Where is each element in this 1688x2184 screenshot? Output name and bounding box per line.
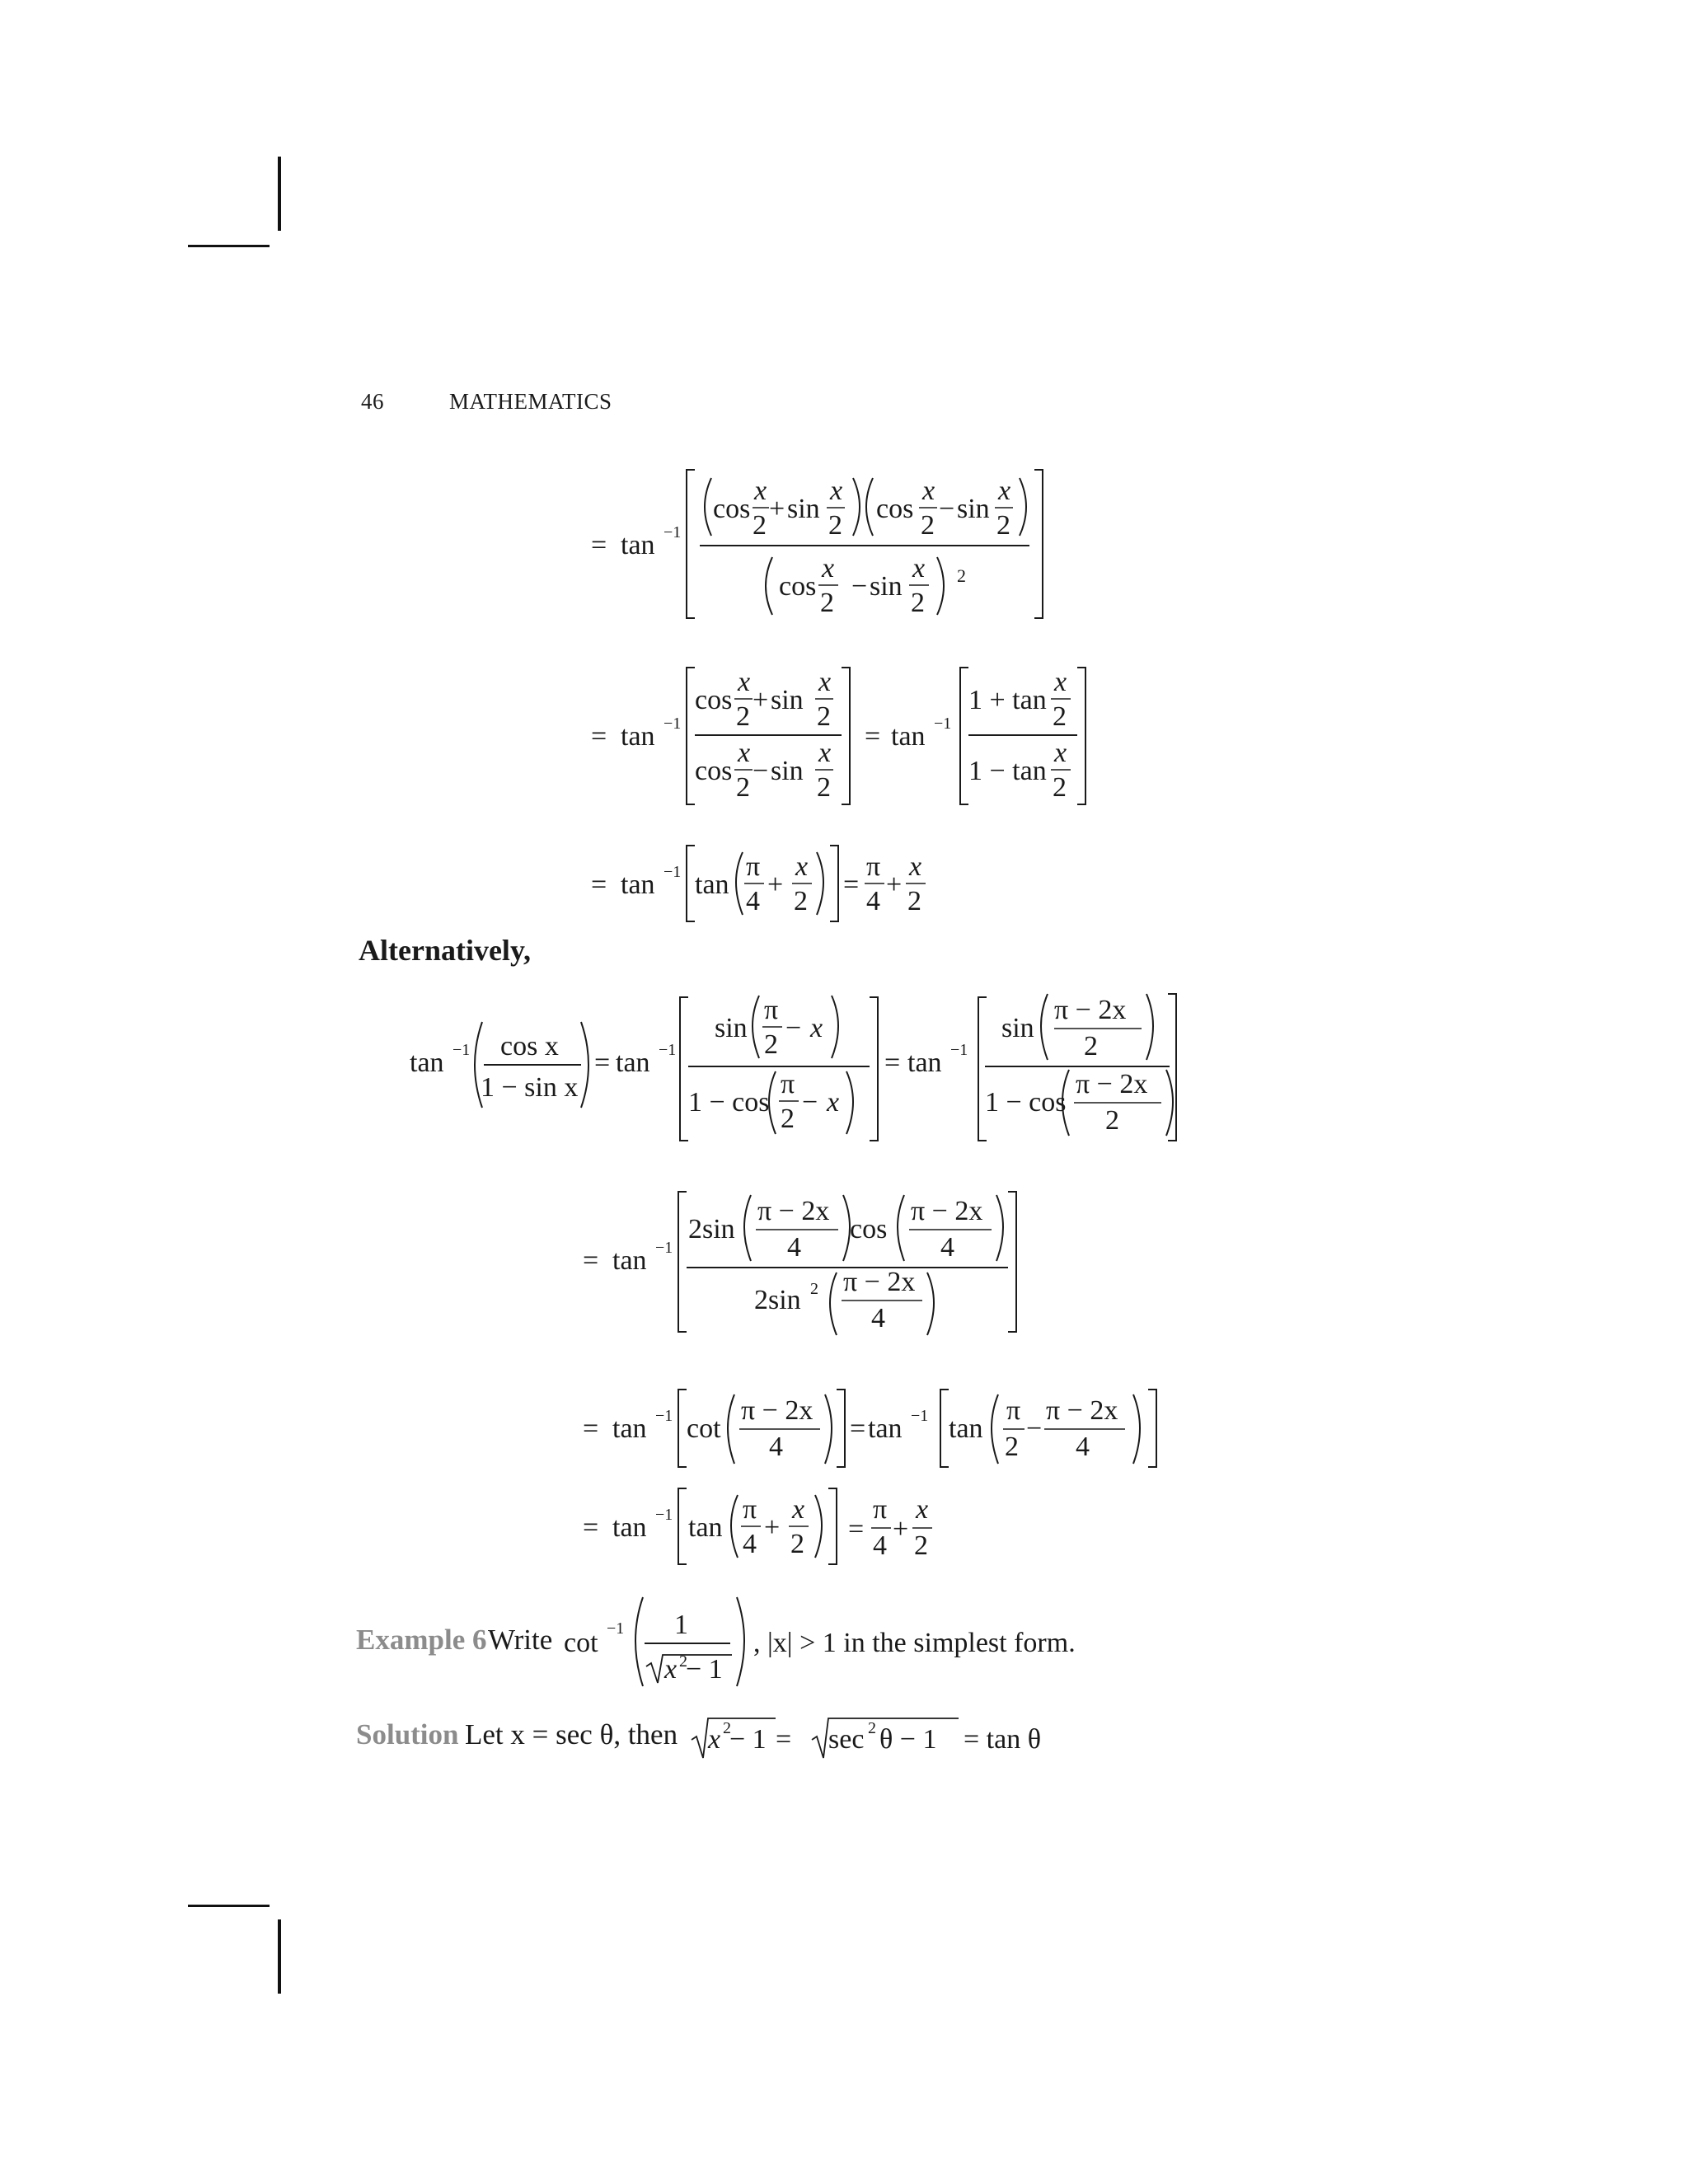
crop-mark-top-vertical — [278, 157, 281, 231]
svg-text:−: − — [802, 1087, 818, 1118]
svg-text:2: 2 — [911, 588, 925, 618]
alternatively-heading: Alternatively, — [359, 934, 531, 967]
svg-text:2: 2 — [996, 510, 1010, 541]
svg-text:x: x — [738, 667, 751, 697]
svg-text:2: 2 — [764, 1029, 778, 1060]
svg-text:−1: −1 — [911, 1407, 929, 1425]
svg-text:2: 2 — [723, 1719, 731, 1737]
svg-text:x: x — [1054, 667, 1067, 697]
svg-text:2sin: 2sin — [754, 1285, 801, 1315]
svg-text:4: 4 — [866, 886, 880, 916]
svg-text:=: = — [884, 1047, 901, 1078]
svg-text:4: 4 — [769, 1432, 783, 1462]
superscript: −1 — [663, 523, 682, 541]
svg-text:2: 2 — [790, 1529, 804, 1559]
equation-step-5 — [581, 1187, 1026, 1347]
svg-text:cos: cos — [695, 756, 733, 786]
svg-text:4: 4 — [873, 1530, 887, 1561]
svg-text:x: x — [810, 1013, 823, 1043]
svg-text:tan: tan — [621, 869, 655, 900]
svg-text:x: x — [916, 1494, 929, 1525]
svg-text:+: + — [893, 1514, 909, 1544]
solution-text: Let x = sec θ, then — [465, 1718, 678, 1750]
svg-text:=: = — [865, 721, 881, 752]
svg-text:x: x — [754, 476, 767, 506]
equation-step-3 — [589, 841, 935, 935]
equation-step-7 — [581, 1483, 944, 1578]
equation-step-1 — [589, 462, 1051, 630]
svg-text:tan: tan — [949, 1413, 983, 1444]
running-head: MATHEMATICS — [449, 389, 612, 414]
equation-step-4 — [408, 989, 1199, 1158]
svg-text:4: 4 — [787, 1232, 801, 1263]
svg-text:+: + — [764, 1512, 781, 1543]
svg-text:x: x — [664, 1654, 678, 1685]
svg-text:x: x — [795, 851, 809, 882]
svg-text:cos: cos — [695, 685, 733, 715]
svg-text:=: = — [583, 1413, 599, 1444]
svg-text:tan: tan — [891, 721, 926, 752]
svg-text:π − 2x: π − 2x — [843, 1267, 916, 1297]
svg-text:π − 2x: π − 2x — [1054, 995, 1127, 1025]
svg-text:2: 2 — [907, 886, 921, 916]
svg-text:2: 2 — [1053, 772, 1067, 803]
page-number: 46 — [361, 389, 384, 414]
svg-text:sin: sin — [771, 685, 804, 715]
svg-text:tan: tan — [907, 1047, 942, 1078]
svg-text:tan: tan — [410, 1047, 444, 1078]
svg-text:π − 2x: π − 2x — [1076, 1069, 1148, 1099]
svg-text:4: 4 — [743, 1529, 757, 1559]
svg-text:2: 2 — [781, 1104, 795, 1134]
svg-text:cot: cot — [687, 1413, 721, 1444]
solution — [356, 1710, 1180, 1776]
svg-text:2: 2 — [736, 772, 750, 803]
eq-sign: = — [591, 530, 607, 560]
svg-text:4: 4 — [871, 1303, 885, 1333]
svg-text:−1: −1 — [655, 1506, 673, 1524]
svg-text:π: π — [1006, 1395, 1021, 1426]
svg-text:sin: sin — [1001, 1013, 1034, 1043]
svg-text:1 − cos: 1 − cos — [688, 1087, 770, 1118]
svg-text:tan: tan — [868, 1413, 903, 1444]
svg-text:=: = — [848, 1514, 865, 1544]
svg-text:x: x — [822, 553, 835, 583]
svg-text:tan: tan — [612, 1512, 647, 1543]
svg-text:x: x — [827, 1087, 840, 1118]
svg-text:− 1: − 1 — [686, 1654, 723, 1685]
svg-text:−: − — [939, 494, 955, 524]
svg-text:2sin: 2sin — [688, 1214, 735, 1244]
svg-text:tan: tan — [695, 869, 729, 900]
solution-expression — [690, 1710, 1151, 1776]
svg-text:4: 4 — [940, 1232, 954, 1263]
solution-label: Solution — [356, 1718, 459, 1750]
svg-text:π: π — [743, 1494, 757, 1525]
svg-text:=: = — [594, 1047, 611, 1078]
svg-text:π − 2x: π − 2x — [911, 1196, 983, 1226]
svg-text:−1: −1 — [655, 1407, 673, 1425]
svg-text:2: 2 — [817, 701, 831, 732]
svg-text:4: 4 — [1076, 1432, 1090, 1462]
svg-text:π − 2x: π − 2x — [1046, 1395, 1118, 1426]
svg-text:sin: sin — [870, 571, 903, 602]
svg-text:2: 2 — [820, 588, 834, 618]
svg-text:x: x — [792, 1494, 805, 1525]
svg-text:=: = — [843, 869, 860, 900]
svg-text:2: 2 — [736, 701, 750, 732]
svg-text:x: x — [998, 476, 1011, 506]
svg-text:2: 2 — [679, 1652, 687, 1671]
svg-text:x: x — [818, 667, 832, 697]
svg-text:2: 2 — [817, 772, 831, 803]
svg-text:π: π — [746, 851, 761, 882]
svg-text:2: 2 — [828, 510, 842, 541]
svg-text:2: 2 — [1084, 1031, 1098, 1062]
svg-text:π: π — [764, 995, 779, 1025]
example-label: Example 6 — [356, 1624, 487, 1656]
svg-text:+: + — [886, 869, 903, 900]
svg-text:cos x: cos x — [500, 1031, 559, 1062]
svg-text:1: 1 — [674, 1610, 688, 1640]
svg-text:tan: tan — [612, 1413, 647, 1444]
svg-text:2: 2 — [1005, 1432, 1019, 1462]
svg-text:cos: cos — [876, 494, 914, 524]
svg-text:x: x — [1054, 738, 1067, 768]
svg-text:+: + — [753, 685, 769, 715]
svg-text:cos: cos — [779, 571, 817, 602]
svg-text:−1: −1 — [950, 1041, 968, 1059]
svg-text:−1: −1 — [663, 715, 682, 733]
svg-text:=: = — [850, 1413, 866, 1444]
svg-text:x: x — [708, 1724, 721, 1755]
equation-step-6 — [581, 1385, 1175, 1479]
svg-text:sin: sin — [715, 1013, 748, 1043]
svg-text:2: 2 — [794, 886, 808, 916]
svg-text:x: x — [818, 738, 832, 768]
svg-text:x: x — [922, 476, 935, 506]
svg-text:2: 2 — [753, 510, 767, 541]
svg-text:x: x — [830, 476, 843, 506]
svg-text:sin: sin — [771, 756, 804, 786]
svg-text:θ − 1: θ − 1 — [879, 1724, 937, 1755]
svg-text:2: 2 — [957, 565, 966, 586]
crop-mark-bottom-vertical — [278, 1919, 281, 1994]
svg-text:sin: sin — [957, 494, 990, 524]
svg-text:=: = — [591, 721, 607, 752]
svg-text:−1: −1 — [607, 1619, 625, 1638]
svg-text:2: 2 — [810, 1280, 818, 1298]
svg-text:x: x — [738, 738, 751, 768]
example-lead: Write — [488, 1624, 553, 1656]
crop-mark-top-horizontal — [188, 245, 270, 247]
svg-text:2: 2 — [1053, 701, 1067, 732]
svg-text:x: x — [912, 553, 926, 583]
svg-text:sin: sin — [787, 494, 820, 524]
svg-text:2: 2 — [914, 1530, 928, 1561]
svg-text:4: 4 — [746, 886, 760, 916]
svg-text:tan: tan — [688, 1512, 723, 1543]
svg-text:=: = — [583, 1245, 599, 1276]
crop-mark-bottom-horizontal — [188, 1905, 270, 1907]
svg-text:−: − — [1026, 1413, 1043, 1444]
svg-text:−: − — [753, 756, 769, 786]
svg-text:2: 2 — [1105, 1105, 1119, 1136]
svg-text:1 − sin x: 1 − sin x — [481, 1072, 579, 1103]
svg-text:+: + — [769, 494, 785, 524]
svg-text:tan: tan — [616, 1047, 650, 1078]
svg-text:−1: −1 — [655, 1239, 673, 1257]
svg-text:−1: −1 — [452, 1041, 471, 1059]
svg-text:x: x — [909, 851, 922, 882]
svg-text:−1: −1 — [659, 1041, 677, 1059]
equation-step-2 — [589, 659, 1100, 820]
svg-text:+: + — [767, 869, 784, 900]
svg-text:tan: tan — [621, 721, 655, 752]
svg-text:− 1: − 1 — [729, 1724, 767, 1755]
svg-text:, |x| > 1 in the simplest form: , |x| > 1 in the simplest form. — [753, 1628, 1076, 1658]
svg-text:sec: sec — [828, 1724, 865, 1755]
svg-text:π: π — [781, 1069, 795, 1099]
svg-text:−1: −1 — [663, 863, 682, 881]
svg-text:−: − — [785, 1013, 802, 1043]
svg-text:=: = — [591, 869, 607, 900]
tan-inverse: tan — [621, 530, 655, 560]
svg-text:tan: tan — [612, 1245, 647, 1276]
example-6 — [356, 1592, 1180, 1691]
svg-text:π: π — [866, 851, 881, 882]
svg-text:π: π — [873, 1494, 888, 1525]
svg-text:1 − tan: 1 − tan — [968, 756, 1047, 786]
svg-text:π − 2x: π − 2x — [757, 1196, 830, 1226]
svg-text:cos: cos — [713, 494, 751, 524]
svg-text:1 + tan: 1 + tan — [968, 685, 1047, 715]
svg-text:−: − — [851, 571, 868, 602]
svg-text:= tan θ: = tan θ — [964, 1724, 1041, 1755]
svg-text:π − 2x: π − 2x — [741, 1395, 814, 1426]
svg-text:2: 2 — [868, 1719, 876, 1737]
svg-text:=: = — [776, 1724, 792, 1755]
example-expression — [562, 1592, 1076, 1691]
svg-text:=: = — [583, 1512, 599, 1543]
svg-text:−1: −1 — [934, 715, 952, 733]
svg-text:1 − cos: 1 − cos — [985, 1087, 1067, 1118]
svg-text:cos: cos — [850, 1214, 888, 1244]
svg-text:cot: cot — [564, 1628, 598, 1658]
svg-text:2: 2 — [921, 510, 935, 541]
